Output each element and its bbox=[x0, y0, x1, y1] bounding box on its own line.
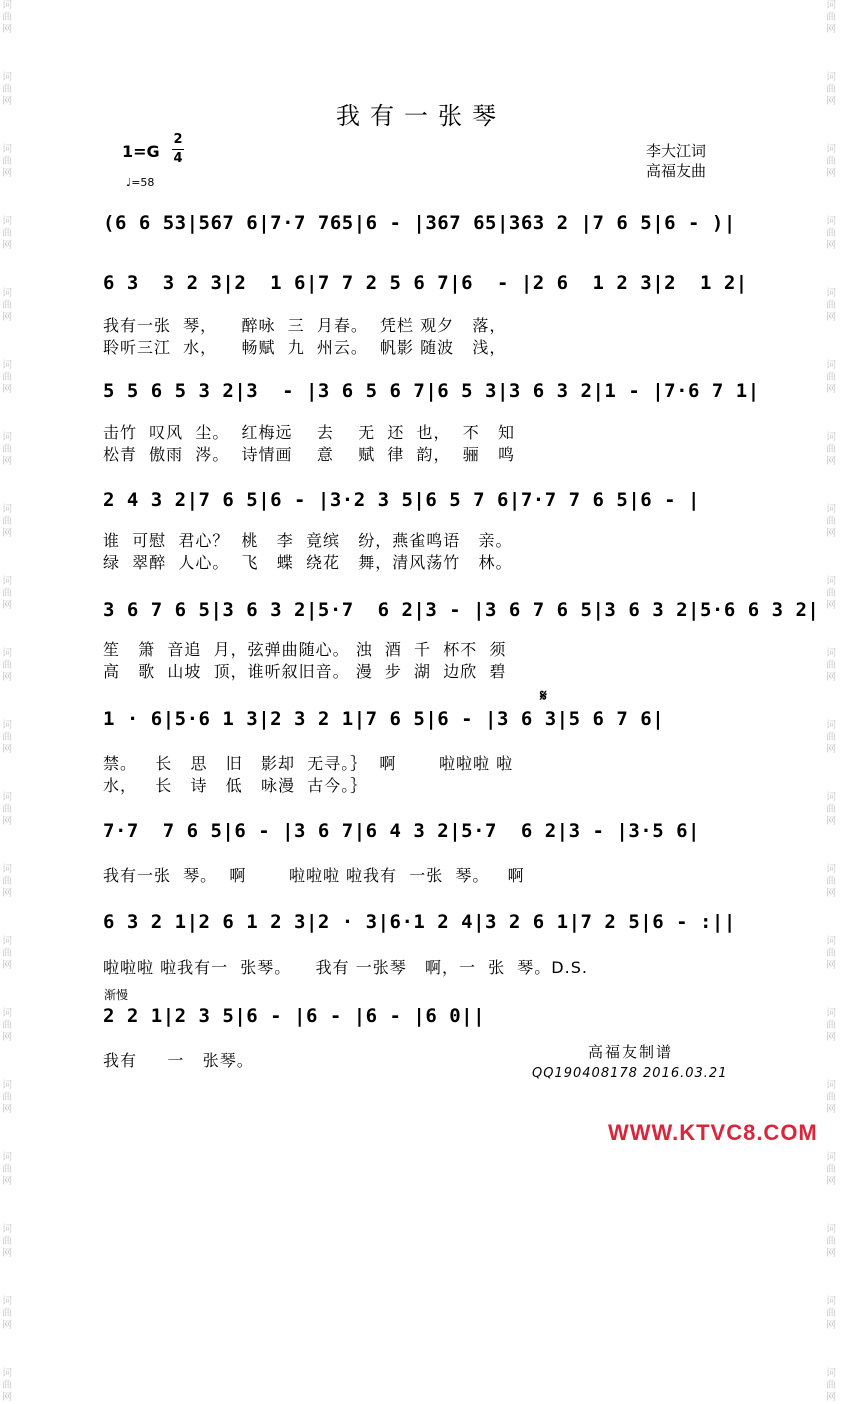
score-row-8: 6 3 2 1|2 6 1 2 3|2 · 3|6·1 2 4|3 2 6 1|7 2 5|6 - :|| bbox=[103, 911, 736, 933]
site-logo[interactable]: WWW.KTVC8.COM bbox=[608, 1120, 818, 1145]
key-signature: 1=G bbox=[122, 142, 160, 161]
lyric-line: 谁 可慰 君心？ 桃 李 竟缤 纷，燕雀鸣语 亲。 bbox=[103, 531, 513, 550]
song-title: 我有一张琴 bbox=[336, 102, 506, 130]
meter-top: 2 bbox=[173, 132, 183, 147]
tempo-change: 渐慢 bbox=[104, 988, 129, 1002]
lyric-line: 我有一张 琴。 啊 啦啦啦 啦我有 一张 琴。 啊 bbox=[103, 866, 525, 885]
score-row-9: 2 2 1|2 3 5|6 - |6 - |6 - |6 0|| bbox=[103, 1005, 486, 1027]
arranger-credit: 高福友制谱 bbox=[588, 1043, 674, 1061]
lyric-line: 笙 箫 音追 月，弦弹曲随心。 浊 酒 千 杯不 须 bbox=[103, 640, 507, 659]
lyric-line: 击竹 叹风 尘。 红梅远 去 无 还 也， 不 知 bbox=[103, 423, 515, 442]
composer-credit: 高福友曲 bbox=[646, 162, 707, 180]
score-row-4: 2 4 3 2|7 6 5|6 - |3·2 3 5|6 5 7 6|7·7 7 6 5|6 - | bbox=[103, 489, 700, 511]
lyric-line: 聆听三江 水， 畅赋 九 州云。 帆影 随波 浅， bbox=[103, 338, 507, 357]
score-row-7: 7·7 7 6 5|6 - |3 6 7|6 4 3 2|5·7 6 2|3 - |3·5 6| bbox=[103, 820, 700, 842]
lyric-line: 禁。 长 思 旧 影却 无寻。｝ 啊 啦啦啦 啦 bbox=[103, 754, 514, 773]
meter-bottom: 4 bbox=[173, 151, 183, 166]
lyric-line: 高 歌 山坡 顶，谁听叙旧音。 漫 步 湖 边欣 碧 bbox=[103, 662, 507, 681]
contact-date: QQ190408178 2016.03.21 bbox=[532, 1066, 728, 1081]
lyric-line: 绿 翠醉 人心。 飞 蝶 绕花 舞，清风荡竹 林。 bbox=[103, 553, 513, 572]
score-row-1: (6 6 53|567 6|7·7 765|6 - |367 65|363 2 |7 6 5|6 - )| bbox=[103, 212, 736, 234]
lyricist-credit: 李大江词 bbox=[646, 142, 707, 160]
lyric-line: 松青 傲雨 涔。 诗情画 意 赋 律 韵， 骊 鸣 bbox=[103, 445, 515, 464]
lyric-line: 我有 一 张琴。 bbox=[103, 1051, 254, 1070]
tempo-marking: ♩=58 bbox=[126, 176, 155, 189]
score-row-3: 5 5 6 5 3 2|3 - |3 6 5 6 7|6 5 3|3 6 3 2|1 - |7·6 7 1| bbox=[103, 380, 760, 402]
watermark-right: 词 曲 网 词 曲 网 词 曲 网 词 曲 网 词 曲 网 词 曲 网 词 曲 网 词 曲 网 词 曲 网 词 曲 网 词 曲 网 词 曲 网 词 曲 网 词 曲 网 词 曲 网 词 曲 网 词 曲 网 词 曲 网 词 曲 网 词 曲 网 bbox=[826, 0, 836, 1403]
dal-segno-sign: 𝄋 bbox=[540, 686, 547, 705]
lyric-line: 啦啦啦 啦我有一 张琴。 我有 一张琴 啊，一 张 琴。D.S. bbox=[103, 958, 588, 977]
time-signature bbox=[172, 132, 184, 167]
score-row-6: 1 · 6|5·6 1 3|2 3 2 1|7 6 5|6 - |3 6 3|5 6 7 6| bbox=[103, 708, 665, 730]
watermark-left: 词 曲 网 词 曲 网 词 曲 网 词 曲 网 词 曲 网 词 曲 网 词 曲 网 词 曲 网 词 曲 网 词 曲 网 词 曲 网 词 曲 网 词 曲 网 词 曲 网 词 曲 网 词 曲 网 词 曲 网 词 曲 网 词 曲 网 词 曲 网 bbox=[2, 0, 12, 1403]
score-row-5: 3 6 7 6 5|3 6 3 2|5·7 6 2|3 - |3 6 7 6 5|3 6 3 2|5·6 6 3 2| bbox=[103, 599, 820, 621]
lyric-line: 水， 长 诗 低 咏漫 古今。｝ bbox=[103, 776, 368, 795]
lyric-line: 我有一张 琴， 醉咏 三 月春。 凭栏 观夕 落， bbox=[103, 316, 507, 335]
score-row-2: 6 3 3 2 3|2 1 6|7 7 2 5 6 7|6 - |2 6 1 2 3|2 1 2| bbox=[103, 272, 748, 294]
